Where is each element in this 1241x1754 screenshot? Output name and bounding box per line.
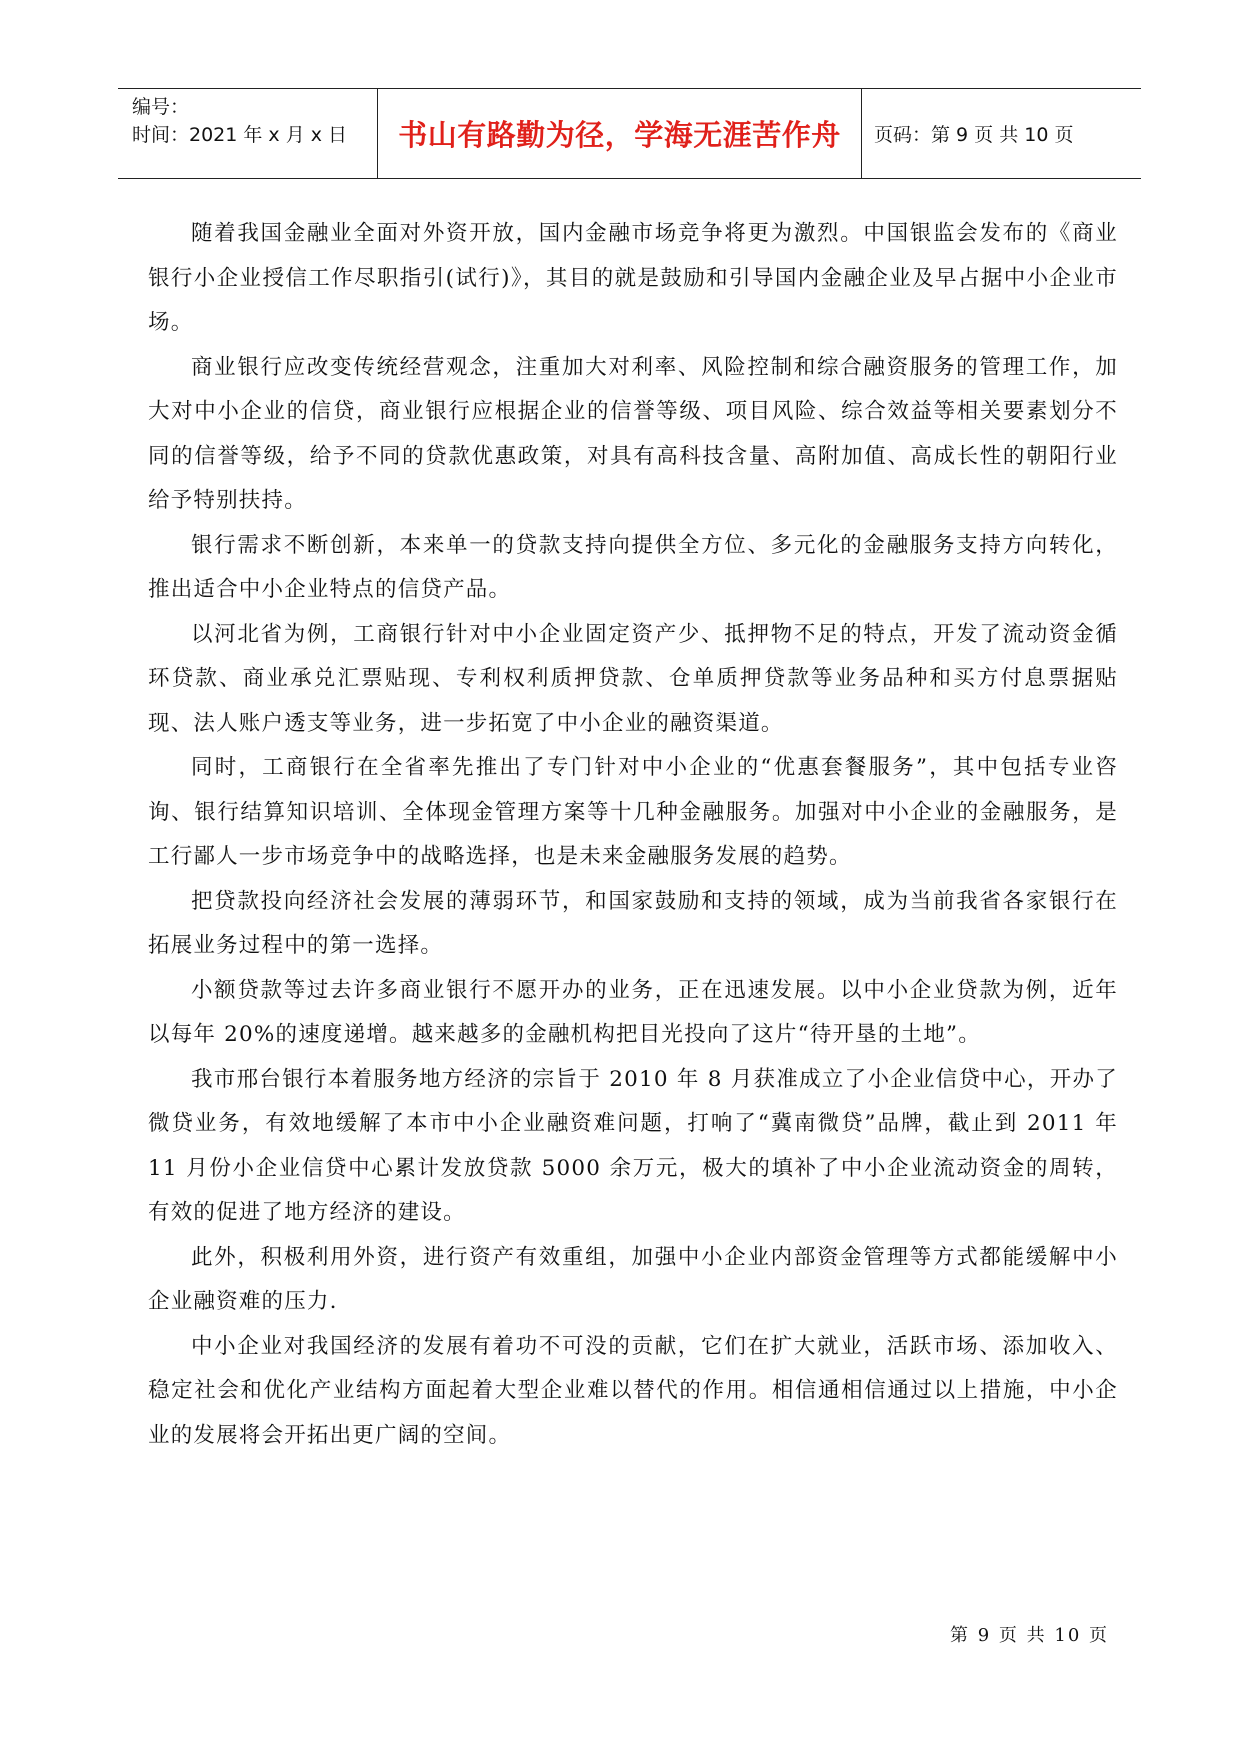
- paragraph: 银行需求不断创新，本来单一的贷款支持向提供全方位、多元化的金融服务支持方向转化，推出适合中小企业特点的信贷产品。: [148, 532, 1118, 602]
- header-page-info: [862, 89, 1141, 178]
- document-header: [118, 88, 1141, 179]
- paragraph: 以河北省为例，工商银行针对中小企业固定资产少、抵押物不足的特点，开发了流动资金循环贷款、商业承兑汇票贴现、专利权利质押贷款、仓单质押贷款等业务品种和买方付息票据贴现、法人账户透支等业务，进一步拓宽了中小企业的融资渠道。: [148, 621, 1118, 736]
- paragraph: 同时，工商银行在全省率先推出了专门针对中小企业的“优惠套餐服务”，其中包括专业咨询、银行结算知识培训、全体现金管理方案等十几种金融服务。加强对中小企业的金融服务，是工行鄙人一步市场竞争中的战略选择，也是未来金融服务发展的趋势。: [148, 755, 1118, 869]
- motto-text: 书山有路勤为径，学海无涯苦作舟: [398, 118, 841, 152]
- paragraph: 此外，积极利用外资，进行资产有效重组，加强中小企业内部资金管理等方式都能缓解中小企业融资难的压力.: [148, 1244, 1118, 1314]
- document-number-label: 编号：: [132, 96, 190, 118]
- document-date: 时间：2021 年 x 月 x 日: [132, 124, 348, 146]
- paragraph: 中小企业对我国经济的发展有着功不可没的贡献，它们在扩大就业，活跃市场、添加收入、稳定社会和优化产业结构方面起着大型企业难以替代的作用。相信通相信通过以上措施，中小企业的发展将会开拓出更广阔的空间。: [148, 1333, 1118, 1448]
- page-footer: 第 9 页 共 10 页: [950, 1625, 1109, 1646]
- paragraph: 把贷款投向经济社会发展的薄弱环节，和国家鼓励和支持的领域，成为当前我省各家银行在拓展业务过程中的第一选择。: [148, 888, 1118, 958]
- document-body: [148, 212, 1118, 1458]
- paragraph: 我市邢台银行本着服务地方经济的宗旨于 2010 年 8 月获准成立了小企业信贷中心，开办了微贷业务，有效地缓解了本市中小企业融资难问题，打响了“冀南微贷”品牌，截止到 2011 年 11 月份小企业信贷中心累计发放贷款 5000 余万元，极大的填补了中小企业流动资金的周转，有效的促进了地方经济的建设。: [148, 1066, 1118, 1225]
- paragraph: 商业银行应改变传统经营观念，注重加大对利率、风险控制和综合融资服务的管理工作，加大对中小企业的信贷，商业银行应根据企业的信誉等级、项目风险、综合效益等相关要素划分不同的信誉等级，给予不同的贷款优惠政策，对具有高科技含量、高附加值、高成长性的朝阳行业给予特别扶持。: [148, 354, 1118, 513]
- header-motto-cell: [377, 89, 862, 178]
- paragraph: 随着我国金融业全面对外资开放，国内金融市场竞争将更为激烈。中国银监会发布的《商业银行小企业授信工作尽职指引(试行)》，其目的就是鼓励和引导国内金融企业及早占据中小企业市场。: [148, 221, 1118, 335]
- header-meta: [118, 89, 377, 178]
- paragraph: 小额贷款等过去许多商业银行不愿开办的业务，正在迅速发展。以中小企业贷款为例，近年以每年 20%的速度递增。越来越多的金融机构把目光投向了这片“待开垦的土地”。: [148, 977, 1118, 1047]
- page-info-text: 页码：第 9 页 共 10 页: [874, 124, 1074, 146]
